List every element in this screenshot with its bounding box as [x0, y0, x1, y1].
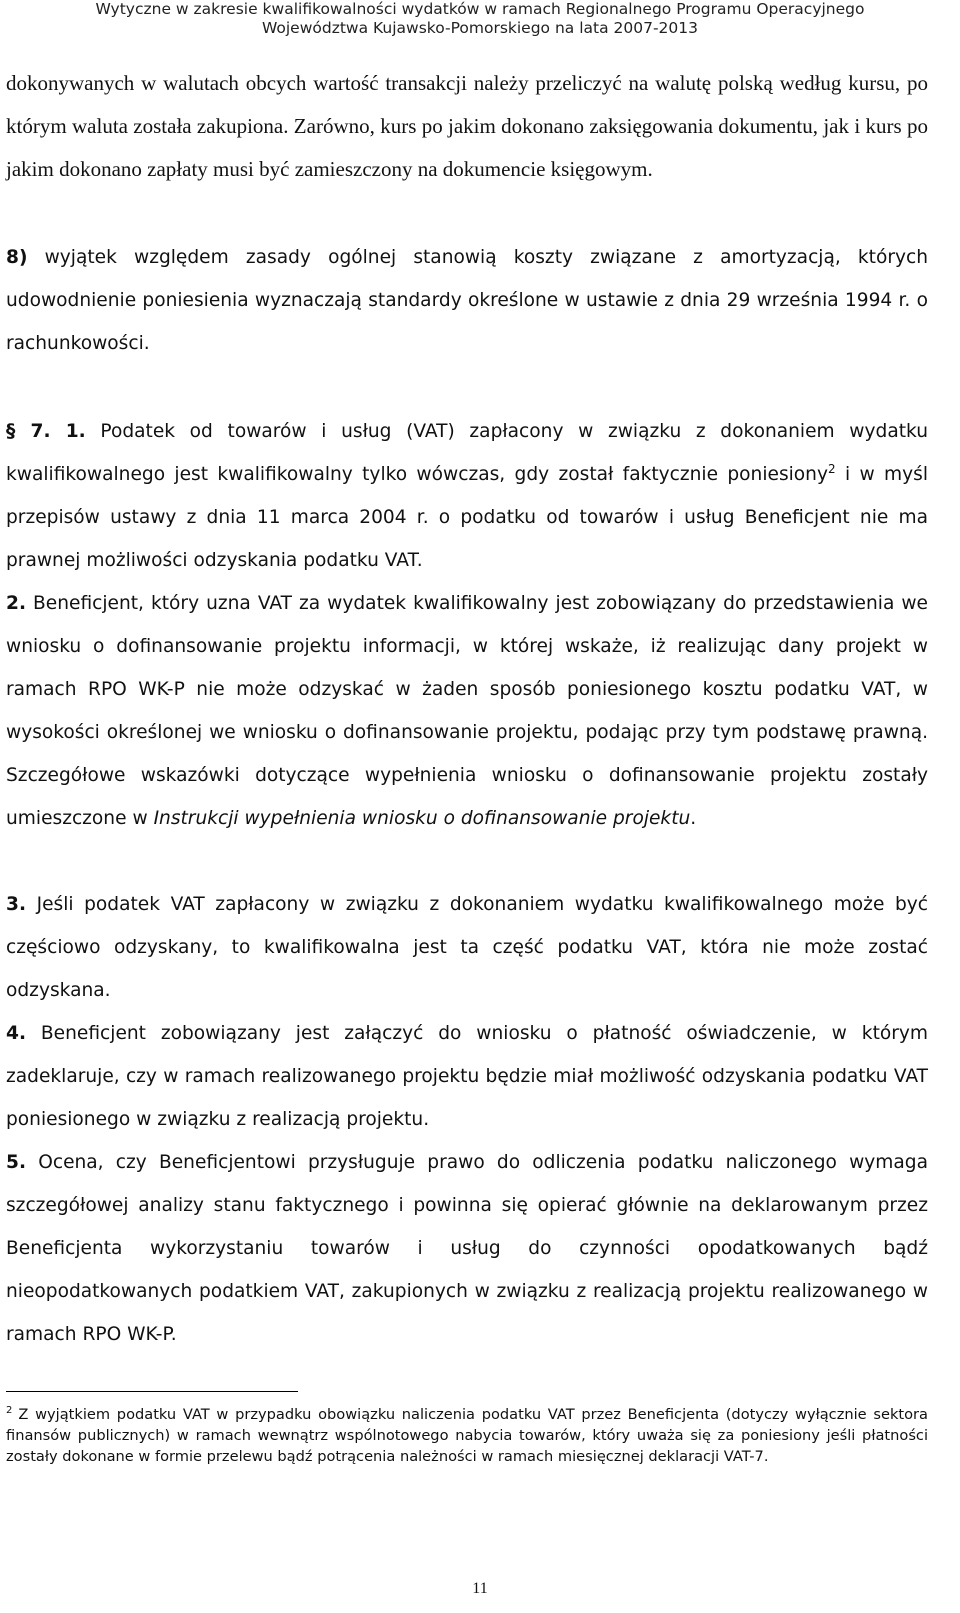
section-label: § 7. 1.	[6, 421, 86, 442]
item-number-2: 2.	[6, 593, 27, 614]
paragraph-5	[6, 1141, 928, 1356]
paragraph-8-text: wyjątek względem zasady ogólnej stanowią koszty związane z amortyzacją, których udowodnienie poniesienia wyznaczają standardy określone w ustawie z dnia 29 września 1994 r. o rachunkowości.	[6, 247, 928, 354]
instruction-title: Instrukcji wypełnienia wniosku o dofinansowanie projektu	[153, 808, 691, 829]
header-line-1: Wytyczne w zakresie kwalifikowalności wydatków w ramach Regionalnego Programu Operacyjnego	[95, 0, 865, 18]
footnote	[6, 1404, 928, 1467]
paragraph-2	[6, 582, 928, 840]
paragraph-4-text: Beneficjent zobowiązany jest załączyć do wniosku o płatność oświadczenie, w którym zadeklaruje, czy w ramach realizowanego projektu będzie miał możliwość odzyskania podatku VAT poniesionego w związku z realizacją projektu.	[6, 1023, 928, 1130]
section-1-text-a: Podatek od towarów i usług (VAT) zapłacony w związku z dokonaniem wydatku kwalifikowalnego jest kwalifikowalny tylko wówczas, gdy został faktycznie poniesiony	[6, 421, 928, 485]
paragraph-3	[6, 883, 928, 1012]
item-number-8: 8)	[6, 247, 28, 268]
page-number: 11	[472, 1580, 488, 1597]
section-1-text-b: i w myśl przepisów ustawy z dnia 11 marca 2004 r. o podatku od towarów i usług Beneficjent nie ma prawnej możliwości odzyskania podatku VAT.	[6, 464, 929, 571]
paragraph-8	[6, 236, 928, 365]
footnote-separator	[6, 1391, 298, 1392]
item-number-4: 4.	[6, 1023, 27, 1044]
section-7-paragraph-1	[6, 410, 928, 582]
paragraph-5-text: Ocena, czy Beneficjentowi przysługuje prawo do odliczenia podatku naliczonego wymaga szczegółowej analizy stanu faktycznego i powinna się opierać głównie na deklarowanym przez Beneficjenta wykorzystaniu towarów i usług do czynności opodatkowanych bądź nieopodatkowanych podatkiem VAT, zakupionych w związku z realizacją projektu realizowanego w ramach RPO WK-P.	[6, 1152, 928, 1345]
paragraph-4	[6, 1012, 928, 1141]
running-header	[0, 0, 960, 38]
item-number-5: 5.	[6, 1152, 27, 1173]
header-line-2: Województwa Kujawsko-Pomorskiego na lata 2007-2013	[261, 19, 699, 37]
paragraph-2-text-a: Beneficjent, który uzna VAT za wydatek kwalifikowalny jest zobowiązany do przedstawienia we wniosku o dofinansowanie projektu informacji, w której wskaże, iż realizując dany projekt w ramach RPO WK-P nie może odzyskać w żaden sposób poniesionego kosztu podatku VAT, w wysokości określonej we wniosku o dofinansowanie projektu, podając przy tym podstawę prawną. Szczegółowe wskazówki dotyczące wypełnienia wniosku o dofinansowanie projektu zostały umieszczone w	[6, 593, 928, 829]
item-number-3: 3.	[6, 894, 27, 915]
footnote-marker: 2	[6, 1405, 13, 1417]
footnote-reference: 2	[827, 461, 836, 476]
paragraph-3-text: Jeśli podatek VAT zapłacony w związku z dokonaniem wydatku kwalifikowalnego może być częściowo odzyskany, to kwalifikowalna jest ta część podatku VAT, która nie może zostać odzyskana.	[6, 894, 928, 1001]
paragraph-2-text-b: .	[690, 808, 697, 829]
paragraph-intro: dokonywanych w walutach obcych wartość transakcji należy przeliczyć na walutę polską według kursu, po którym waluta została zakupiona. Zarówno, kurs po jakim dokonano zaksięgowania dokumentu, jak i kurs po jakim dokonano zapłaty musi być zamieszczony na dokumencie księgowym.	[6, 71, 928, 181]
footnote-text: Z wyjątkiem podatku VAT w przypadku obowiązku naliczenia podatku VAT przez Beneficjenta (dotyczy wyłącznie sektora finansów publicznych) w ramach wewnątrz wspólnotowego nabycia towarów, który uważa się za poniesiony jeśli płatności zostały dokonane w formie przelewu bądź potrącenia należności w ramach miesięcznej deklaracji VAT-7.	[6, 1406, 928, 1465]
